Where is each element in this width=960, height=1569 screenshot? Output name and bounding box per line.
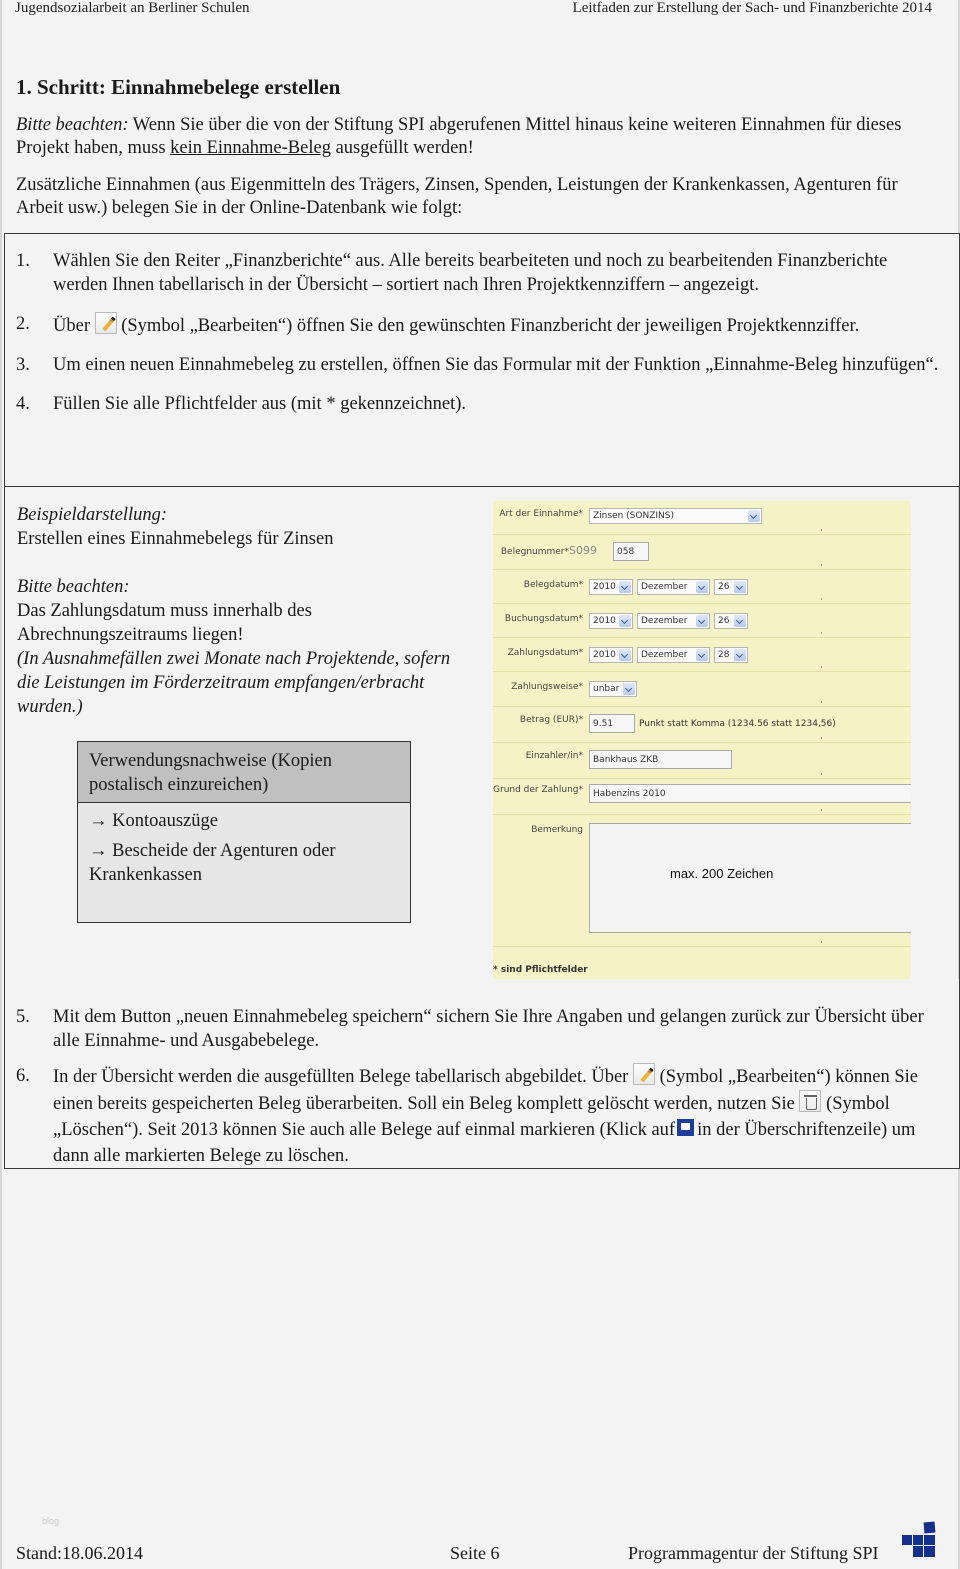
pencil-edit-icon: [95, 312, 117, 334]
belegnummer-label: Belegnummer*: [500, 547, 570, 557]
page-title: 1. Schritt: Einnahmebelege erstellen: [16, 75, 341, 99]
steps-list-2: [5, 1005, 959, 1169]
chevron-down-icon: [696, 581, 708, 593]
header-left: Jugendsozialarbeit an Berliner Schulen: [15, 0, 250, 16]
grund-label: Grund der Zahlung*: [493, 785, 583, 795]
chevron-down-icon: [734, 581, 746, 593]
belegdatum-label: Belegdatum*: [523, 580, 583, 590]
required-fields-note: * sind Pflichtfelder: [493, 965, 588, 975]
example-label: Beispieldarstellung:: [17, 505, 168, 525]
proof-item: → Kontoauszüge: [89, 811, 218, 831]
zahlungsweise-select[interactable]: unbar: [589, 681, 637, 697]
zahlungsdatum-year-select[interactable]: 2010: [589, 647, 633, 663]
form-row-buchungsdatum: [493, 604, 911, 638]
example-note-italic: (In Ausnahmefällen zwei Monate nach Projektende, sofern die Leistungen im Förderzeitraum empfangen/erbracht wurden.): [17, 649, 451, 717]
buchungsdatum-year-select[interactable]: 2010: [589, 613, 633, 629]
belegdatum-year-select[interactable]: 2010: [589, 579, 633, 595]
betrag-hint: Punkt statt Komma (1234.56 statt 1234,56): [639, 718, 836, 729]
betrag-label: Betrag (EUR)*: [519, 715, 583, 725]
select-all-checkbox-icon: [677, 1119, 694, 1136]
trash-delete-icon: [799, 1090, 821, 1112]
zahlungsdatum-label: Zahlungsdatum*: [507, 648, 583, 658]
bemerkung-textarea[interactable]: [589, 823, 911, 933]
header-right: Leitfaden zur Erstellung der Sach- und Finanzberichte 2014: [572, 0, 932, 16]
step-item: 5. Mit dem Button „neuen Einnahmebeleg speichern“ sichern Sie Ihre Angaben und gelangen zurück zur Übersicht über alle Einnahme- und Ausgabebelege.: [16, 1007, 924, 1051]
pencil-edit-icon: [633, 1063, 655, 1085]
chevron-down-icon: [734, 649, 746, 661]
step-item: 3. Um einen neuen Einnahmebeleg zu erstellen, öffnen Sie das Formular mit der Funktion „Einnahme-Beleg hinzufügen“.: [16, 355, 939, 375]
belegdatum-day-select[interactable]: 26: [714, 579, 748, 595]
intro-paragraph: Zusätzliche Einnahmen (aus Eigenmitteln des Trägers, Zinsen, Spenden, Leistungen der Krankenkassen, Agenturen für Arbeit usw.) belegen Sie in der Online-Datenbank wie folgt:: [16, 175, 898, 218]
belegnummer-input[interactable]: 058: [613, 542, 649, 561]
zahlungsdatum-day-select[interactable]: 28: [714, 647, 748, 663]
chevron-down-icon: [734, 615, 746, 627]
footer-date: Stand:18.06.2014: [16, 1543, 144, 1563]
grund-input[interactable]: Habenzins 2010: [589, 784, 911, 803]
form-row-zahlungsweise: [493, 672, 911, 707]
notice-paragraph: [16, 114, 936, 160]
notice-text-before: Wenn Sie über die von der Stiftung SPI abgerufenen Mittel hinaus keine weiteren Einnahmen für dieses Projekt haben, muss: [16, 115, 902, 158]
steps-list-1: [5, 249, 959, 416]
step-item: 6. In der Übersicht werden die ausgefüllten Belege tabellarisch abgebildet. Über (Symbol „Bearbeiten“) können Sie einen bereits gespeicherten Beleg überarbeiten. Soll ein Beleg komplett gelöscht werden, nutzen Sie (Symbol „Löschen“). Seit 2013 können Sie auch alle Belege auf einmal markieren (Klick auf in der Überschriftenzeile) um dann alle markierten Belege zu löschen.: [5, 1063, 959, 1169]
proof-item: → Bescheide der Agenturen oder Krankenkassen: [89, 841, 336, 885]
form-row-belegdatum: [493, 570, 911, 604]
bemerkung-label: Bemerkung: [531, 825, 583, 835]
footer-page-number: Seite 6: [450, 1543, 500, 1563]
form-row-grund: [493, 779, 911, 815]
form-row-art: [493, 501, 911, 535]
example-note-text: Das Zahlungsdatum muss innerhalb des Abrechnungszeitraums liegen!: [17, 601, 312, 645]
example-title: Erstellen eines Einnahmebelegs für Zinsen: [17, 529, 334, 549]
notice-underlined: kein Einnahme-Beleg: [170, 138, 331, 158]
proof-box-heading: Verwendungsnachweise (Kopien postalisch einzureichen): [78, 742, 410, 803]
chevron-down-icon: [623, 683, 635, 695]
buchungsdatum-day-select[interactable]: 26: [714, 613, 748, 629]
watermark: blog: [42, 1516, 60, 1526]
form-row-belegnummer: [493, 535, 911, 570]
buchungsdatum-label: Buchungsdatum*: [504, 614, 583, 624]
notice-text-after: ausgefüllt werden!: [330, 138, 474, 158]
betrag-input[interactable]: 9.51: [589, 714, 635, 733]
proof-documents-box: [77, 741, 411, 923]
chevron-down-icon: [619, 649, 631, 661]
art-label: Art der Einnahme*: [499, 509, 583, 519]
step-item: 1. Wählen Sie den Reiter „Finanzberichte“ aus. Alle bereits bearbeiteten und noch zu bearbeitenden Finanzberichte werden Ihnen tabellarisch in der Übersicht – sortiert nach Ihren Projektkennziffern – angezeigt.: [16, 251, 888, 295]
chevron-down-icon: [619, 581, 631, 593]
art-select[interactable]: Zinsen (SONZINS): [589, 508, 762, 524]
bemerkung-placeholder: max. 200 Zeichen: [670, 866, 774, 881]
buchungsdatum-month-select[interactable]: Dezember: [637, 613, 710, 629]
chevron-down-icon: [696, 649, 708, 661]
chevron-down-icon: [748, 510, 760, 522]
form-row-einzahler: [493, 743, 911, 779]
form-row-betrag: [493, 707, 911, 743]
einzahler-label: Einzahler/in*: [525, 751, 583, 761]
income-receipt-form-screenshot: [493, 501, 911, 981]
steps-box-1: [4, 233, 960, 487]
footer-organization: Programmagentur der Stiftung SPI: [628, 1543, 879, 1563]
step-item: 2. Über (Symbol „Bearbeiten“) öffnen Sie den gewünschten Finanzbericht der jeweiligen Projektkennziffer.: [16, 314, 860, 336]
belegnummer-prefix: S099: [569, 544, 597, 557]
belegdatum-month-select[interactable]: Dezember: [637, 579, 710, 595]
example-text: [17, 503, 477, 719]
step-item: 4. Füllen Sie alle Pflichtfelder aus (mit * gekennzeichnet).: [16, 394, 467, 414]
form-row-zahlungsdatum: [493, 638, 911, 672]
notice-label: Bitte beachten:: [16, 115, 129, 135]
example-note-label: Bitte beachten:: [17, 577, 130, 597]
chevron-down-icon: [696, 615, 708, 627]
form-row-bemerkung: [493, 815, 911, 947]
einzahler-input[interactable]: Bankhaus ZKB: [589, 750, 732, 769]
example-section: [4, 486, 960, 980]
zahlungsdatum-month-select[interactable]: Dezember: [637, 647, 710, 663]
zahlungsweise-label: Zahlungsweise*: [511, 682, 583, 692]
steps-box-2: [4, 979, 960, 1169]
spi-logo-icon: [902, 1522, 938, 1564]
chevron-down-icon: [619, 615, 631, 627]
